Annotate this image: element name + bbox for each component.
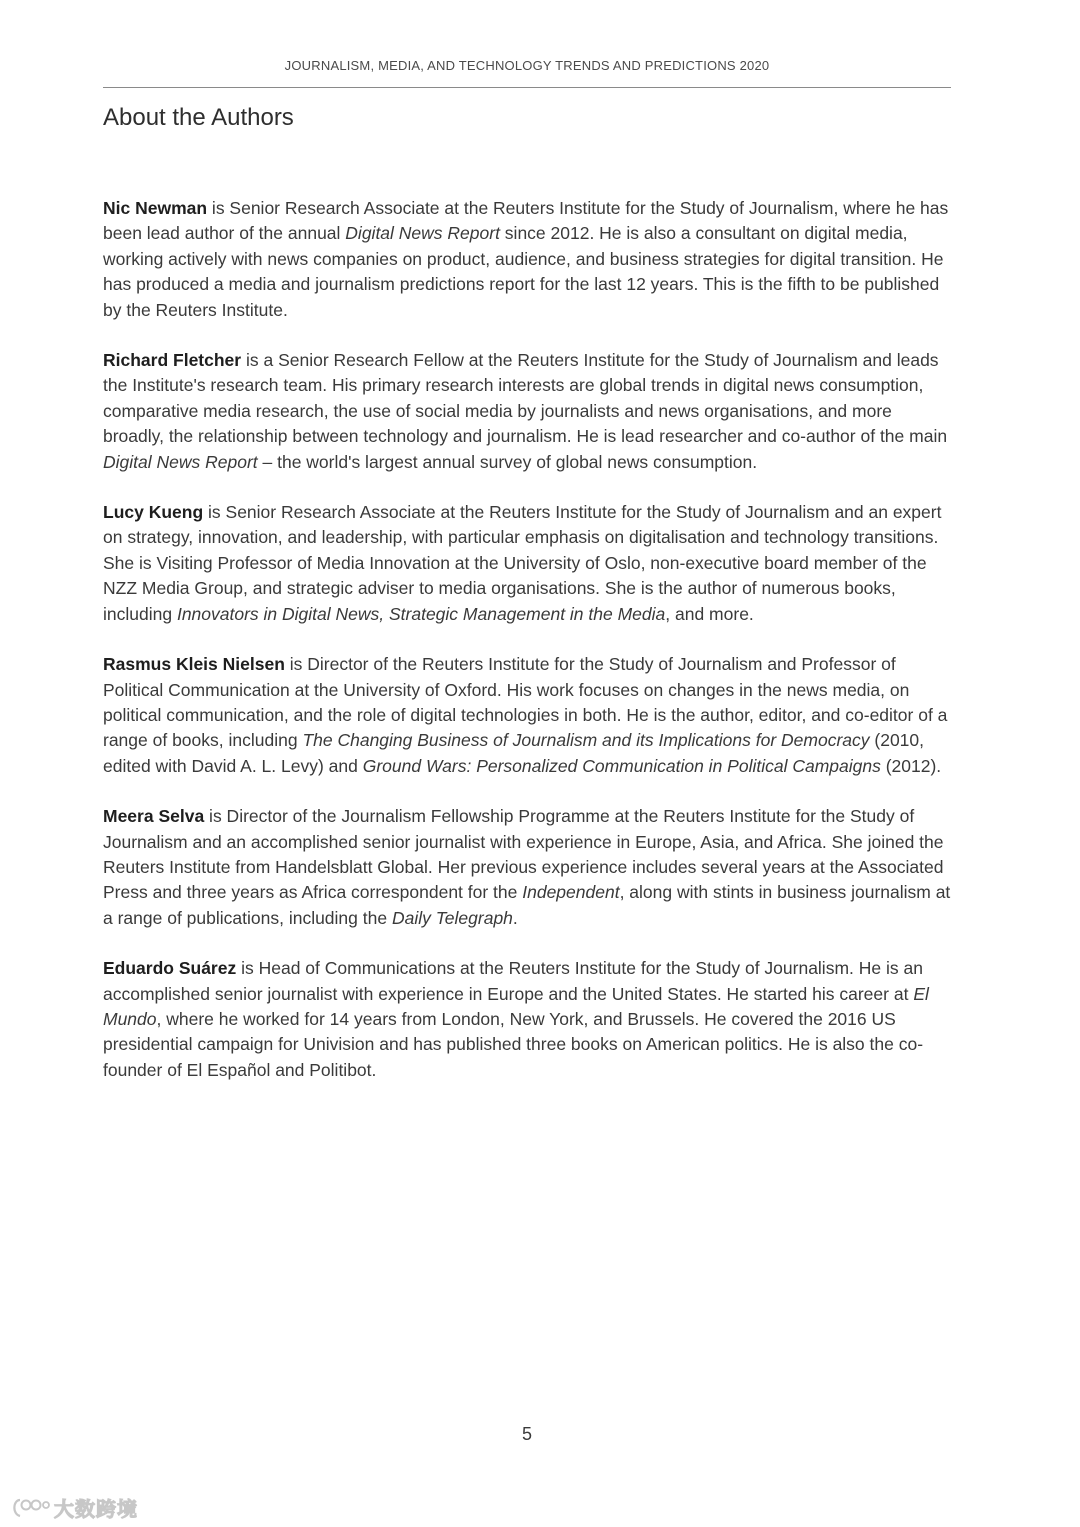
author-bios	[103, 196, 951, 1108]
section-title: About the Authors	[103, 104, 294, 131]
header-divider	[103, 87, 951, 88]
bio-lucy-kueng: Lucy Kueng is Senior Research Associate at the Reuters Institute for the Study of Journalism and an expert on strategy, innovation, and leadership, with particular emphasis on digitalisation and technology transitions. She is Visiting Professor of Media Innovation at the University of Oslo, non-executive board member of the NZZ Media Group, and strategic adviser to media organisations. She is the author of numerous books, including Innovators in Digital News, Strategic Management in the Media, and more.	[103, 502, 942, 624]
bio-richard-fletcher: Richard Fletcher is a Senior Research Fellow at the Reuters Institute for the Study of Journalism and leads the Institute's research team. His primary research interests are global trends in digital news consumption, comparative media research, the use of social media by journalists and news organisations, and more broadly, the relationship between technology and journalism. He is lead researcher and co-author of the main Digital News Report – the world's largest annual survey of global news consumption.	[103, 350, 948, 472]
watermark-text: 大数跨境	[54, 1499, 138, 1521]
bio-meera-selva: Meera Selva is Director of the Journalism Fellowship Programme at the Reuters Institute for the Study of Journalism and an accomplished senior journalist with experience in Europe, Asia, and Africa. She joined the Reuters Institute from Handelsblatt Global. Her previous experience includes several years at the Associated Press and three years as Africa correspondent for the Independent, along with stints in business journalism at a range of publications, including the Daily Telegraph.	[103, 806, 951, 928]
watermark	[10, 1493, 138, 1522]
author-name: Richard Fletcher	[103, 350, 242, 371]
author-name: Lucy Kueng	[103, 502, 204, 523]
author-name: Nic Newman	[103, 198, 208, 218]
bigdata-logo-icon	[10, 1496, 50, 1520]
bio-eduardo-suarez: Eduardo Suárez is Head of Communications at the Reuters Institute for the Study of Journalism. He is an accomplished senior journalist with experience in Europe and the United States. He started his career at El Mundo, where he worked for 14 years from London, New York, and Brussels. He covered the 2016 US presidential campaign for Univision and has published three books on American politics. He is also the co-founder of El Español and Politibot.	[103, 958, 929, 1080]
bio-rasmus-kleis-nielsen: Rasmus Kleis Nielsen is Director of the Reuters Institute for the Study of Journalism and Professor of Political Communication at the University of Oxford. His work focuses on changes in the news media, on political communication, and the role of digital technologies in both. He is the author, editor, and co-editor of a range of books, including The Changing Business of Journalism and its Implications for Democracy (2010, edited with David A. L. Levy) and Ground Wars: Personalized Communication in Political Campaigns (2012).	[103, 654, 948, 776]
bio-nic-newman: Nic Newman is Senior Research Associate at the Reuters Institute for the Study of Journalism, where he has been lead author of the annual Digital News Report since 2012. He is also a consultant on digital media, working actively with news companies on product, audience, and business strategies for digital transition. He has produced a media and journalism predictions report for the last 12 years. This is the fifth to be published by the Reuters Institute.	[103, 198, 949, 320]
running-header: JOURNALISM, MEDIA, AND TECHNOLOGY TRENDS AND PREDICTIONS 2020	[284, 58, 770, 73]
page-number: 5	[521, 1424, 532, 1444]
author-name: Rasmus Kleis Nielsen	[103, 654, 285, 675]
author-name: Eduardo Suárez	[103, 958, 237, 979]
author-name: Meera Selva	[103, 806, 205, 827]
